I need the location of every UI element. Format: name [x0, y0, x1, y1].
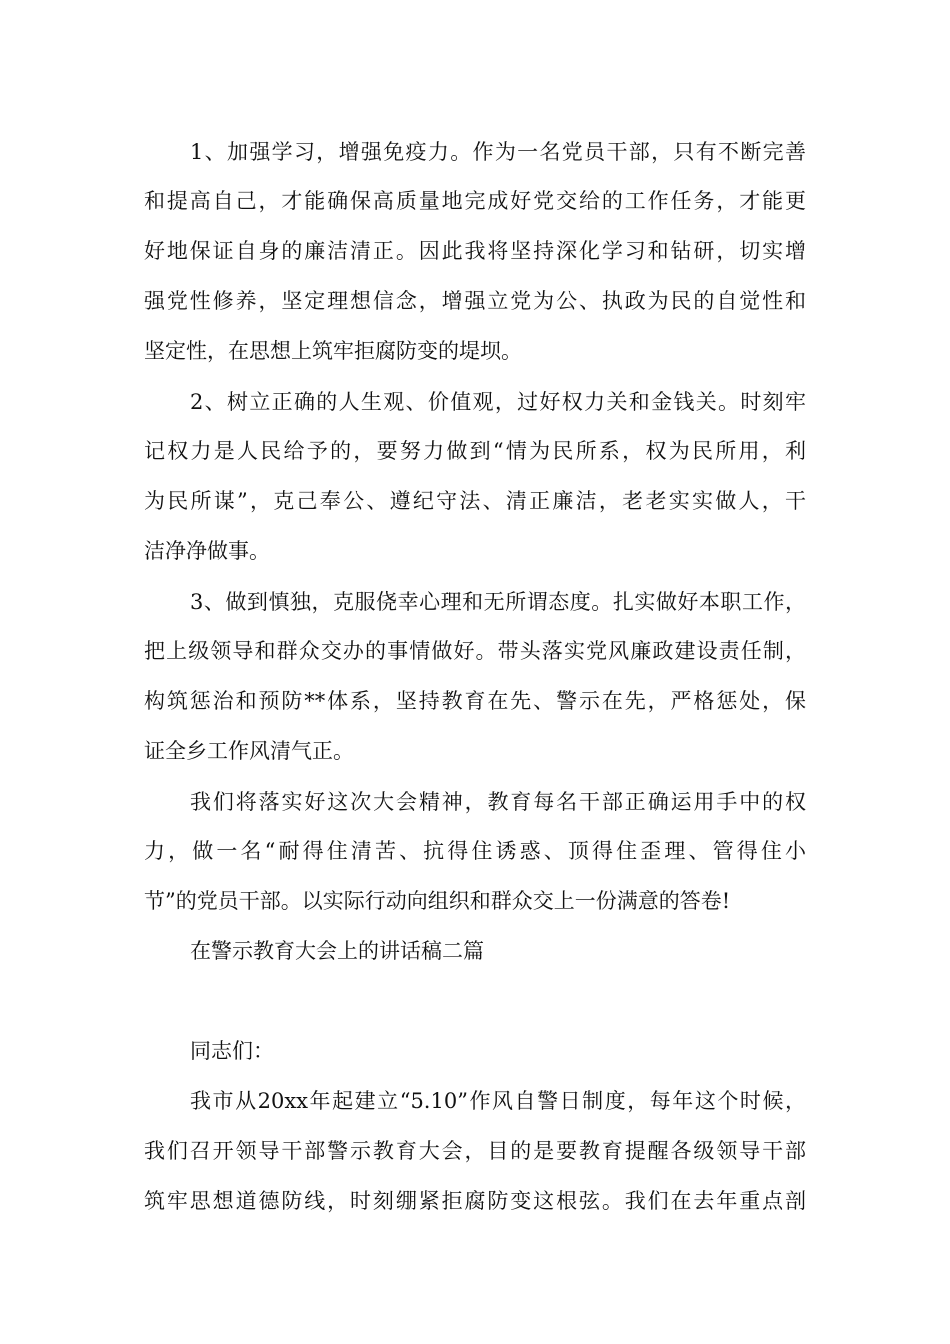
text-line: 力，做一名“耐得住清苦、抗得住诱惑、顶得住歪理、管得住小	[144, 839, 806, 863]
text-line: 2、树立正确的人生观、价值观，过好权力关和金钱关。时刻牢	[190, 390, 806, 414]
salutation: 同志们：	[190, 1039, 274, 1063]
text-line: 3、做到慎独，克服侥幸心理和无所谓态度。扎实做好本职工作，	[190, 590, 806, 614]
text-line: 和提高自己，才能确保高质量地完成好党交给的工作任务，才能更	[144, 189, 806, 213]
text-line: 筑牢思想道德防线，时刻绷紧拒腐防变这根弦。我们在去年重点剖	[144, 1189, 806, 1213]
text-line: 我市从20xx年起建立“5.10”作风自警日制度，每年这个时候，	[190, 1089, 806, 1113]
text-line: 我们将落实好这次大会精神，教育每名干部正确运用手中的权	[190, 790, 806, 814]
text-line: 洁净净做事。	[144, 539, 270, 563]
text-line: 证全乡工作风清气正。	[144, 739, 354, 763]
text-line: 构筑惩治和预防**体系，坚持教育在先、警示在先，严格惩处，保	[144, 689, 806, 713]
text-line: 把上级领导和群众交办的事情做好。带头落实党风廉政建设责任制，	[144, 639, 806, 663]
text-line: 好地保证自身的廉洁清正。因此我将坚持深化学习和钻研，切实增	[144, 239, 806, 263]
section-title: 在警示教育大会上的讲话稿二篇	[190, 939, 484, 963]
text-line: 我们召开领导干部警示教育大会，目的是要教育提醒各级领导干部	[144, 1139, 806, 1163]
text-line: 为民所谋”，克己奉公、遵纪守法、清正廉洁，老老实实做人，干	[144, 489, 806, 513]
text-line: 1、加强学习，增强免疫力。作为一名党员干部，只有不断完善	[190, 140, 806, 164]
text-line: 节”的党员干部。以实际行动向组织和群众交上一份满意的答卷!	[144, 889, 731, 913]
text-line: 记权力是人民给予的，要努力做到“情为民所系，权为民所用，利	[144, 439, 806, 463]
text-line: 强党性修养，坚定理想信念，增强立党为公、执政为民的自觉性和	[144, 289, 806, 313]
text-line: 坚定性，在思想上筑牢拒腐防变的堤坝。	[144, 339, 522, 363]
